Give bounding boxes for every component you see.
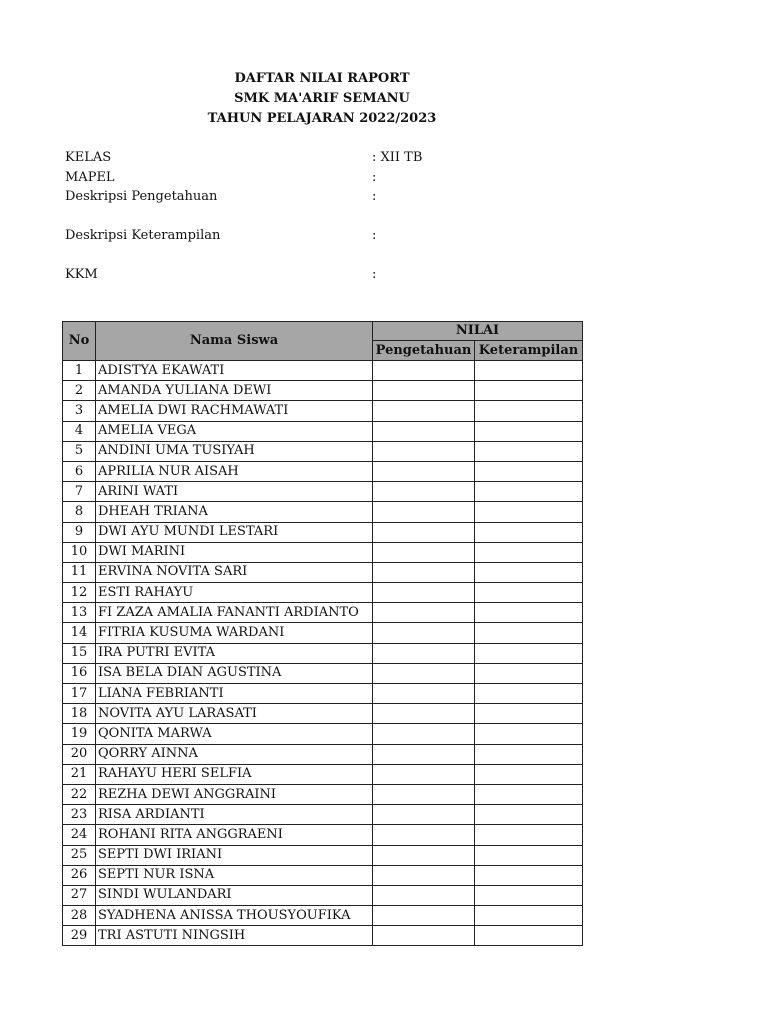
keterampilan-cell[interactable]	[475, 845, 583, 865]
student-name: RISA ARDIANTI	[96, 805, 373, 825]
header-nilai: NILAI	[373, 322, 583, 341]
header-nama-siswa: Nama Siswa	[96, 322, 373, 361]
row-number: 22	[63, 784, 96, 804]
student-name: RAHAYU HERI SELFIA	[96, 764, 373, 784]
pengetahuan-cell[interactable]	[373, 865, 475, 885]
title-line-1: DAFTAR NILAI RAPORT	[234, 71, 410, 86]
pengetahuan-cell[interactable]	[373, 704, 475, 724]
table-row	[63, 522, 583, 542]
row-number: 13	[63, 603, 96, 623]
student-name: FITRIA KUSUMA WARDANI	[96, 623, 373, 643]
keterampilan-cell[interactable]	[475, 623, 583, 643]
keterampilan-cell[interactable]	[475, 542, 583, 562]
pengetahuan-cell[interactable]	[373, 502, 475, 522]
table-body	[63, 361, 583, 946]
keterampilan-cell[interactable]	[475, 926, 583, 946]
pengetahuan-cell[interactable]	[373, 381, 475, 401]
pengetahuan-cell[interactable]	[373, 885, 475, 905]
table-row	[63, 603, 583, 623]
table-row	[63, 502, 583, 522]
table-row	[63, 461, 583, 481]
student-name: FI ZAZA AMALIA FANANTI ARDIANTO	[96, 603, 373, 623]
keterampilan-cell[interactable]	[475, 401, 583, 421]
title-line-2: SMK MA'ARIF SEMANU	[234, 91, 410, 106]
row-number: 2	[63, 381, 96, 401]
keterampilan-cell[interactable]	[475, 482, 583, 502]
table-row	[63, 805, 583, 825]
student-name: ANDINI UMA TUSIYAH	[96, 441, 373, 461]
row-number: 18	[63, 704, 96, 724]
table-row	[63, 401, 583, 421]
table-row	[63, 381, 583, 401]
student-name: AMELIA VEGA	[96, 421, 373, 441]
pengetahuan-cell[interactable]	[373, 684, 475, 704]
pengetahuan-cell[interactable]	[373, 401, 475, 421]
kelas-value: : XII TB	[372, 150, 423, 165]
pengetahuan-cell[interactable]	[373, 825, 475, 845]
header-keterampilan: Keterampilan	[475, 341, 583, 361]
keterampilan-cell[interactable]	[475, 421, 583, 441]
row-number: 21	[63, 764, 96, 784]
student-name: AMELIA DWI RACHMAWATI	[96, 401, 373, 421]
deskripsi-pengetahuan-label: Deskripsi Pengetahuan	[65, 189, 218, 204]
student-name: ARINI WATI	[96, 482, 373, 502]
keterampilan-cell[interactable]	[475, 461, 583, 481]
row-number: 14	[63, 623, 96, 643]
kkm-label: KKM	[65, 267, 98, 282]
pengetahuan-cell[interactable]	[373, 441, 475, 461]
table-row	[63, 482, 583, 502]
table-row	[63, 643, 583, 663]
row-number: 1	[63, 361, 96, 381]
pengetahuan-cell[interactable]	[373, 522, 475, 542]
keterampilan-cell[interactable]	[475, 784, 583, 804]
pengetahuan-cell[interactable]	[373, 926, 475, 946]
row-number: 8	[63, 502, 96, 522]
pengetahuan-cell[interactable]	[373, 482, 475, 502]
table-row	[63, 421, 583, 441]
pengetahuan-cell[interactable]	[373, 643, 475, 663]
keterampilan-cell[interactable]	[475, 603, 583, 623]
keterampilan-cell[interactable]	[475, 805, 583, 825]
row-number: 11	[63, 562, 96, 582]
student-name: IRA PUTRI EVITA	[96, 643, 373, 663]
keterampilan-cell[interactable]	[475, 643, 583, 663]
keterampilan-cell[interactable]	[475, 724, 583, 744]
keterampilan-cell[interactable]	[475, 583, 583, 603]
kelas-label: KELAS	[65, 150, 112, 165]
keterampilan-cell[interactable]	[475, 381, 583, 401]
student-name: SEPTI DWI IRIANI	[96, 845, 373, 865]
table-row	[63, 744, 583, 764]
row-number: 7	[63, 482, 96, 502]
pengetahuan-cell[interactable]	[373, 542, 475, 562]
student-name: TRI ASTUTI NINGSIH	[96, 926, 373, 946]
table-row	[63, 684, 583, 704]
row-number: 12	[63, 583, 96, 603]
keterampilan-cell[interactable]	[475, 744, 583, 764]
student-name: LIANA FEBRIANTI	[96, 684, 373, 704]
pengetahuan-cell[interactable]	[373, 421, 475, 441]
row-number: 16	[63, 663, 96, 683]
student-name: DHEAH TRIANA	[96, 502, 373, 522]
pengetahuan-cell[interactable]	[373, 603, 475, 623]
keterampilan-cell[interactable]	[475, 663, 583, 683]
row-number: 17	[63, 684, 96, 704]
student-name: SINDI WULANDARI	[96, 885, 373, 905]
student-name: NOVITA AYU LARASATI	[96, 704, 373, 724]
table-row	[63, 361, 583, 381]
student-name: ISA BELA DIAN AGUSTINA	[96, 663, 373, 683]
table-row	[63, 784, 583, 804]
keterampilan-cell[interactable]	[475, 906, 583, 926]
table-row	[63, 583, 583, 603]
table-row	[63, 623, 583, 643]
student-name: QONITA MARWA	[96, 724, 373, 744]
row-number: 20	[63, 744, 96, 764]
pengetahuan-cell[interactable]	[373, 805, 475, 825]
pengetahuan-cell[interactable]	[373, 562, 475, 582]
row-number: 3	[63, 401, 96, 421]
keterampilan-cell[interactable]	[475, 684, 583, 704]
deskripsi-keterampilan-label: Deskripsi Keterampilan	[65, 228, 221, 243]
row-number: 5	[63, 441, 96, 461]
title-line-3: TAHUN PELAJARAN 2022/2023	[207, 111, 437, 126]
pengetahuan-cell[interactable]	[373, 361, 475, 381]
document-title	[0, 69, 644, 129]
student-name: DWI AYU MUNDI LESTARI	[96, 522, 373, 542]
row-number: 9	[63, 522, 96, 542]
pengetahuan-cell[interactable]	[373, 724, 475, 744]
student-name: DWI MARINI	[96, 542, 373, 562]
pengetahuan-cell[interactable]	[373, 906, 475, 926]
table-row	[63, 865, 583, 885]
keterampilan-cell[interactable]	[475, 522, 583, 542]
pengetahuan-cell[interactable]	[373, 663, 475, 683]
student-name: ADISTYA EKAWATI	[96, 361, 373, 381]
student-name: ESTI RAHAYU	[96, 583, 373, 603]
table-row	[63, 663, 583, 683]
keterampilan-cell[interactable]	[475, 885, 583, 905]
pengetahuan-cell[interactable]	[373, 461, 475, 481]
mapel-value: :	[372, 169, 377, 185]
grades-table	[62, 321, 583, 946]
row-number: 25	[63, 845, 96, 865]
keterampilan-cell[interactable]	[475, 441, 583, 461]
table-row	[63, 926, 583, 946]
table-row	[63, 845, 583, 865]
pengetahuan-cell[interactable]	[373, 845, 475, 865]
keterampilan-cell[interactable]	[475, 704, 583, 724]
table-row	[63, 441, 583, 461]
deskripsi-pengetahuan-value: :	[372, 189, 377, 204]
table-row	[63, 704, 583, 724]
table-row	[63, 885, 583, 905]
table-row	[63, 825, 583, 845]
row-number: 23	[63, 805, 96, 825]
student-name: SEPTI NUR ISNA	[96, 865, 373, 885]
student-name: APRILIA NUR AISAH	[96, 461, 373, 481]
table-row	[63, 562, 583, 582]
row-number: 10	[63, 542, 96, 562]
student-name: SYADHENA ANISSA THOUSYOUFIKA	[96, 906, 373, 926]
deskripsi-keterampilan-value: :	[372, 228, 377, 243]
row-number: 15	[63, 643, 96, 663]
pengetahuan-cell[interactable]	[373, 784, 475, 804]
student-name: ROHANI RITA ANGGRAENI	[96, 825, 373, 845]
pengetahuan-cell[interactable]	[373, 583, 475, 603]
header-no: No	[63, 322, 96, 361]
row-number: 29	[63, 926, 96, 946]
keterampilan-cell[interactable]	[475, 562, 583, 582]
pengetahuan-cell[interactable]	[373, 764, 475, 784]
keterampilan-cell[interactable]	[475, 502, 583, 522]
row-number: 6	[63, 461, 96, 481]
keterampilan-cell[interactable]	[475, 764, 583, 784]
student-name: REZHA DEWI ANGGRAINI	[96, 784, 373, 804]
row-number: 19	[63, 724, 96, 744]
keterampilan-cell[interactable]	[475, 865, 583, 885]
keterampilan-cell[interactable]	[475, 825, 583, 845]
table-row	[63, 906, 583, 926]
mapel-label: MAPEL	[65, 169, 115, 185]
header-pengetahuan: Pengetahuan	[373, 341, 475, 361]
student-name: QORRY AINNA	[96, 744, 373, 764]
row-number: 4	[63, 421, 96, 441]
pengetahuan-cell[interactable]	[373, 744, 475, 764]
row-number: 27	[63, 885, 96, 905]
row-number: 26	[63, 865, 96, 885]
keterampilan-cell[interactable]	[475, 361, 583, 381]
table-row	[63, 724, 583, 744]
pengetahuan-cell[interactable]	[373, 623, 475, 643]
student-name: AMANDA YULIANA DEWI	[96, 381, 373, 401]
row-number: 28	[63, 906, 96, 926]
student-name: ERVINA NOVITA SARI	[96, 562, 373, 582]
row-number: 24	[63, 825, 96, 845]
kkm-value: :	[372, 267, 377, 282]
table-row	[63, 542, 583, 562]
table-row	[63, 764, 583, 784]
